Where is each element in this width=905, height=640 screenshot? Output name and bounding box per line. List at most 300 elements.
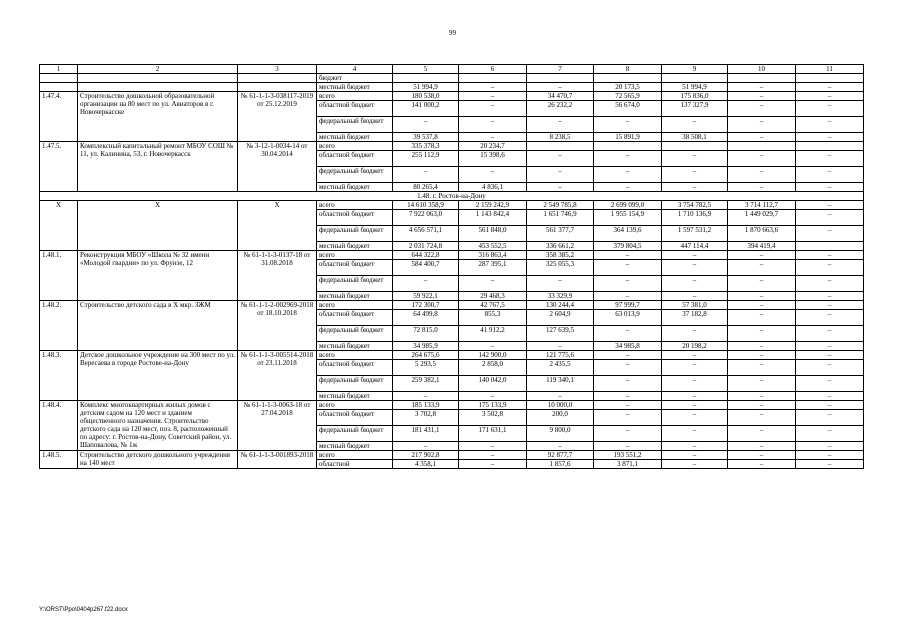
value-cell: 26 232,2 (527, 101, 594, 117)
value-cell: 180 538,0 (393, 92, 459, 101)
value-cell: – (459, 342, 527, 351)
value-cell: 2 031 724,8 (393, 242, 459, 251)
value-cell: – (662, 360, 728, 376)
value-cell: 15 398,6 (459, 151, 527, 167)
value-cell: – (796, 351, 864, 360)
value-cell: – (662, 260, 728, 276)
value-cell: 1 651 746,9 (527, 210, 594, 226)
budget-type-cell: федеральный бюджет (317, 117, 393, 133)
value-cell: – (728, 101, 796, 117)
value-cell: – (662, 401, 728, 410)
item-description: Детское дошкольное учреждение на 300 мест по ул. Вересаева в городе Ростове-на-Дону (78, 351, 238, 401)
value-cell: – (796, 201, 864, 210)
value-cell: – (796, 183, 864, 192)
document-reference: № 61-1-1-3-005514-2018 от 23.11.2018 (238, 351, 317, 401)
value-cell: – (796, 92, 864, 101)
table-row (40, 451, 864, 460)
value-cell (527, 74, 594, 83)
value-cell (594, 142, 662, 151)
item-description: X (78, 201, 238, 251)
value-cell (459, 74, 527, 83)
budget-type-cell: местный бюджет (317, 392, 393, 401)
value-cell: 3 871,1 (594, 460, 662, 469)
item-number: 1.48.4. (40, 401, 78, 451)
value-cell: 130 244,4 (527, 301, 594, 310)
value-cell: – (393, 167, 459, 183)
value-cell: 15 891,9 (594, 133, 662, 142)
value-cell: 325 055,3 (527, 260, 594, 276)
value-cell: 1 857,6 (527, 460, 594, 469)
column-header: 3 (238, 65, 317, 74)
value-cell: 34 985,8 (594, 342, 662, 351)
value-cell: 37 182,8 (662, 310, 728, 326)
value-cell: – (728, 410, 796, 426)
value-cell: 1 597 531,2 (662, 226, 728, 242)
table-row (40, 301, 864, 310)
section-row (40, 192, 864, 201)
value-cell: 171 631,1 (459, 426, 527, 442)
value-cell: – (459, 101, 527, 117)
document-reference: № 61-1-1-3-001893-2018 (238, 451, 317, 469)
budget-type-cell: федеральный бюджет (317, 376, 393, 392)
value-cell: – (796, 310, 864, 326)
value-cell: 447 114,4 (662, 242, 728, 251)
value-cell: 561 377,7 (527, 226, 594, 242)
value-cell: – (594, 351, 662, 360)
value-cell: – (796, 376, 864, 392)
value-cell: – (796, 292, 864, 301)
document-reference: № 61-1-1-2-002969-2018 от 18.10.2018 (238, 301, 317, 351)
value-cell: – (796, 276, 864, 292)
value-cell: 1 143 842,4 (459, 210, 527, 226)
value-cell: 2 699 099,0 (594, 201, 662, 210)
value-cell: – (594, 410, 662, 426)
value-cell: 34 470,7 (527, 92, 594, 101)
value-cell: – (796, 442, 864, 451)
value-cell: 1 870 663,6 (728, 226, 796, 242)
budget-type-cell: местный бюджет (317, 342, 393, 351)
item-description: Строительство детского сада в X мкр. ЗЖМ (78, 301, 238, 351)
value-cell: – (728, 83, 796, 92)
value-cell: – (594, 117, 662, 133)
value-cell: 2 159 242,9 (459, 201, 527, 210)
value-cell: – (796, 460, 864, 469)
value-cell: – (393, 117, 459, 133)
value-cell: 142 900,0 (459, 351, 527, 360)
value-cell: 259 382,1 (393, 376, 459, 392)
value-cell: 264 675,6 (393, 351, 459, 360)
value-cell: 200,0 (527, 410, 594, 426)
budget-type-cell: всего (317, 201, 393, 210)
budget-type-cell: федеральный бюджет (317, 426, 393, 442)
value-cell: – (728, 460, 796, 469)
value-cell (728, 142, 796, 151)
value-cell: – (594, 276, 662, 292)
value-cell: – (662, 410, 728, 426)
value-cell (796, 74, 864, 83)
value-cell: 9 800,0 (527, 426, 594, 442)
value-cell: – (728, 401, 796, 410)
value-cell: – (662, 460, 728, 469)
value-cell: – (662, 392, 728, 401)
value-cell: – (459, 117, 527, 133)
document-reference: № 61-1-1-3-0063-18 от 27.04.2018 (238, 401, 317, 451)
value-cell: – (662, 292, 728, 301)
value-cell: – (662, 117, 728, 133)
value-cell: – (662, 426, 728, 442)
item-number: 1.47.4. (40, 92, 78, 142)
budget-type-cell: бюджет (317, 74, 393, 83)
value-cell: 644 322,8 (393, 251, 459, 260)
item-description: Реконструкция МБОУ «Школа № 32 имени «Молодой гвардии» по ул. Фрунзе, 12 (78, 251, 238, 301)
value-cell: – (393, 392, 459, 401)
value-cell: 3 754 782,5 (662, 201, 728, 210)
value-cell: 335 378,3 (393, 142, 459, 151)
value-cell: – (393, 276, 459, 292)
value-cell: – (527, 392, 594, 401)
value-cell: 119 340,1 (527, 376, 594, 392)
value-cell: – (728, 426, 796, 442)
value-cell: 316 863,4 (459, 251, 527, 260)
value-cell: – (728, 251, 796, 260)
value-cell: 855,3 (459, 310, 527, 326)
table-row (40, 401, 864, 410)
value-cell: 1 710 136,9 (662, 210, 728, 226)
budget-type-cell: областной (317, 460, 393, 469)
value-cell: 379 804,5 (594, 242, 662, 251)
value-cell: – (796, 151, 864, 167)
item-description: Комплекс многоквартирных жилых домов с детским садом на 120 мест и зданием общественного назначения. Строительство детского сада на 120 мест, поз. 8, расположенный по адресу: г. Ростов-на-Дону, Советский район, ул. Шаповалова, № 1ж (78, 401, 238, 451)
value-cell: – (662, 351, 728, 360)
value-cell: 140 042,0 (459, 376, 527, 392)
budget-type-cell: всего (317, 92, 393, 101)
value-cell: – (728, 310, 796, 326)
column-header: 8 (594, 65, 662, 74)
value-cell: – (662, 251, 728, 260)
value-cell: 14 610 358,9 (393, 201, 459, 210)
budget-type-cell: федеральный бюджет (317, 276, 393, 292)
column-header: 7 (527, 65, 594, 74)
header-row (40, 65, 864, 74)
value-cell: 29 468,3 (459, 292, 527, 301)
budget-type-cell: федеральный бюджет (317, 326, 393, 342)
section-title: 1.48. г. Ростов-на-Дону (40, 192, 864, 201)
table-row (40, 251, 864, 260)
budget-type-cell: областной бюджет (317, 360, 393, 376)
value-cell: 336 661,2 (527, 242, 594, 251)
table-row (40, 92, 864, 101)
value-cell: – (796, 210, 864, 226)
value-cell: – (459, 83, 527, 92)
value-cell (527, 142, 594, 151)
value-cell: 2 549 785,8 (527, 201, 594, 210)
value-cell: 59 922,1 (393, 292, 459, 301)
value-cell: – (393, 442, 459, 451)
value-cell: – (594, 360, 662, 376)
value-cell: 2 858,0 (459, 360, 527, 376)
value-cell: – (527, 442, 594, 451)
value-cell: – (796, 226, 864, 242)
value-cell: – (662, 167, 728, 183)
value-cell: – (796, 426, 864, 442)
column-header: 4 (317, 65, 393, 74)
item-description: Строительство дошкольной образовательной организации на 80 мест по ул. Авиаторов в г. Новочеркасске (78, 92, 238, 142)
value-cell: – (594, 376, 662, 392)
value-cell: – (728, 133, 796, 142)
value-cell: – (527, 117, 594, 133)
value-cell: 217 902,8 (393, 451, 459, 460)
value-cell: 3 502,8 (459, 410, 527, 426)
value-cell: – (662, 442, 728, 451)
value-cell: 121 775,6 (527, 351, 594, 360)
value-cell: 394 419,4 (728, 242, 796, 251)
value-cell: 561 848,0 (459, 226, 527, 242)
budget-type-cell: областной бюджет (317, 310, 393, 326)
value-cell: – (662, 276, 728, 292)
budget-type-cell: областной бюджет (317, 101, 393, 117)
value-cell: 3 702,8 (393, 410, 459, 426)
budget-type-cell: областной бюджет (317, 410, 393, 426)
value-cell: – (594, 392, 662, 401)
value-cell: – (796, 83, 864, 92)
value-cell: – (728, 117, 796, 133)
value-cell: 39 537,8 (393, 133, 459, 142)
document-reference: X (238, 201, 317, 251)
table-row (40, 83, 864, 92)
value-cell: – (662, 326, 728, 342)
table-row (40, 351, 864, 360)
value-cell (393, 74, 459, 83)
table-cell (238, 74, 317, 83)
value-cell: – (527, 167, 594, 183)
value-cell: – (594, 442, 662, 451)
value-cell: 38 508,1 (662, 133, 728, 142)
value-cell: 3 714 112,7 (728, 201, 796, 210)
value-cell: – (459, 276, 527, 292)
value-cell: – (527, 342, 594, 351)
value-cell: 72 565,9 (594, 92, 662, 101)
value-cell: – (796, 392, 864, 401)
value-cell: 20 198,2 (662, 342, 728, 351)
budget-type-cell: местный бюджет (317, 183, 393, 192)
value-cell: – (796, 133, 864, 142)
value-cell: 80 265,4 (393, 183, 459, 192)
value-cell: 185 133,9 (393, 401, 459, 410)
budget-type-cell: местный бюджет (317, 442, 393, 451)
budget-type-cell: всего (317, 351, 393, 360)
value-cell: 4 656 571,1 (393, 226, 459, 242)
value-cell: – (459, 442, 527, 451)
value-cell: – (527, 151, 594, 167)
value-cell: – (728, 92, 796, 101)
budget-table (39, 64, 864, 469)
value-cell: – (796, 326, 864, 342)
value-cell: – (527, 183, 594, 192)
table-row (40, 201, 864, 210)
item-description: Строительство детского дошкольного учреждения на 140 мест (78, 451, 238, 469)
value-cell: – (728, 451, 796, 460)
table-row (40, 142, 864, 151)
file-path-footer: Y:\ORST\Ppo\0404p267.f22.docx (39, 607, 128, 613)
table-cell (78, 83, 238, 92)
budget-type-cell: всего (317, 251, 393, 260)
value-cell: 172 300,7 (393, 301, 459, 310)
value-cell: – (796, 360, 864, 376)
value-cell: 141 000,2 (393, 101, 459, 117)
value-cell: 5 293,5 (393, 360, 459, 376)
value-cell: 56 674,0 (594, 101, 662, 117)
value-cell: – (662, 376, 728, 392)
value-cell: – (459, 92, 527, 101)
value-cell: – (662, 183, 728, 192)
value-cell: 42 767,5 (459, 301, 527, 310)
item-description: Комплексный капитальный ремонт МБОУ СОШ № 11, ул. Калинина, 53, г. Новочеркасск (78, 142, 238, 192)
value-cell: 51 994,9 (393, 83, 459, 92)
value-cell: – (594, 260, 662, 276)
value-cell: – (662, 151, 728, 167)
value-cell: – (796, 410, 864, 426)
value-cell: – (796, 301, 864, 310)
value-cell (662, 74, 728, 83)
document-reference: № 61-1-1-3-0137-18 от 31.08.2018 (238, 251, 317, 301)
value-cell (594, 74, 662, 83)
value-cell: 10 000,0 (527, 401, 594, 410)
value-cell: 255 112,9 (393, 151, 459, 167)
budget-type-cell: местный бюджет (317, 242, 393, 251)
value-cell (796, 242, 864, 251)
budget-type-cell: местный бюджет (317, 133, 393, 142)
item-number: 1.48.2. (40, 301, 78, 351)
column-header: 5 (393, 65, 459, 74)
value-cell: – (662, 451, 728, 460)
value-cell: – (728, 442, 796, 451)
budget-type-cell: областной бюджет (317, 151, 393, 167)
value-cell: 193 551,2 (594, 451, 662, 460)
value-cell: 1 449 029,7 (728, 210, 796, 226)
value-cell: – (796, 401, 864, 410)
budget-type-cell: федеральный бюджет (317, 226, 393, 242)
value-cell: 175 836,0 (662, 92, 728, 101)
value-cell: 57 381,0 (662, 301, 728, 310)
value-cell: 1 955 154,9 (594, 210, 662, 226)
document-reference: № 3-12-1-0034-14 от 30.04.2014 (238, 142, 317, 192)
value-cell: – (459, 460, 527, 469)
value-cell: – (594, 183, 662, 192)
value-cell: – (594, 167, 662, 183)
budget-type-cell: местный бюджет (317, 83, 393, 92)
value-cell: – (796, 451, 864, 460)
value-cell: 64 499,8 (393, 310, 459, 326)
item-number: 1.48.5. (40, 451, 78, 469)
value-cell: – (594, 251, 662, 260)
value-cell: 20 234,7 (459, 142, 527, 151)
value-cell: – (594, 151, 662, 167)
value-cell: – (728, 326, 796, 342)
column-header: 11 (796, 65, 864, 74)
value-cell: 2 604,9 (527, 310, 594, 326)
column-header: 1 (40, 65, 78, 74)
value-cell: 72 815,0 (393, 326, 459, 342)
page-number: 99 (449, 29, 456, 37)
value-cell: 137 327,9 (662, 101, 728, 117)
column-header: 10 (728, 65, 796, 74)
value-cell: – (728, 183, 796, 192)
value-cell: – (459, 133, 527, 142)
item-number: 1.47.5. (40, 142, 78, 192)
value-cell: 358 385,2 (527, 251, 594, 260)
value-cell (662, 142, 728, 151)
value-cell: – (594, 401, 662, 410)
value-cell: – (796, 167, 864, 183)
value-cell: – (728, 292, 796, 301)
value-cell: – (594, 326, 662, 342)
value-cell: 4 836,1 (459, 183, 527, 192)
value-cell: 33 329,9 (527, 292, 594, 301)
budget-type-cell: всего (317, 401, 393, 410)
item-number: 1.48.3. (40, 351, 78, 401)
value-cell: – (594, 292, 662, 301)
value-cell: 453 552,5 (459, 242, 527, 251)
value-cell: – (728, 360, 796, 376)
value-cell: – (594, 426, 662, 442)
value-cell: 127 639,5 (527, 326, 594, 342)
value-cell: – (728, 167, 796, 183)
value-cell: – (459, 167, 527, 183)
value-cell: – (796, 117, 864, 133)
table-cell (238, 83, 317, 92)
value-cell: – (527, 276, 594, 292)
value-cell: 51 994,9 (662, 83, 728, 92)
item-number: 1.48.1. (40, 251, 78, 301)
budget-type-cell: всего (317, 301, 393, 310)
value-cell: – (728, 151, 796, 167)
value-cell: – (728, 276, 796, 292)
document-reference: № 61-1-1-3-038117-2019 от 25.12.2019 (238, 92, 317, 142)
table-row (40, 74, 864, 83)
value-cell (728, 74, 796, 83)
value-cell: – (728, 301, 796, 310)
value-cell: – (796, 251, 864, 260)
budget-type-cell: областной бюджет (317, 210, 393, 226)
table-cell (40, 74, 78, 83)
value-cell: 584 400,7 (393, 260, 459, 276)
budget-type-cell: федеральный бюджет (317, 167, 393, 183)
value-cell: – (796, 101, 864, 117)
column-header: 6 (459, 65, 527, 74)
value-cell: 63 013,9 (594, 310, 662, 326)
value-cell: – (728, 260, 796, 276)
value-cell (796, 142, 864, 151)
value-cell: – (527, 83, 594, 92)
budget-type-cell: всего (317, 451, 393, 460)
value-cell: 41 912,2 (459, 326, 527, 342)
column-header: 9 (662, 65, 728, 74)
budget-type-cell: областной бюджет (317, 260, 393, 276)
value-cell: 20 173,5 (594, 83, 662, 92)
value-cell: 181 431,1 (393, 426, 459, 442)
value-cell: – (728, 392, 796, 401)
value-cell: – (728, 342, 796, 351)
value-cell: 2 435,5 (527, 360, 594, 376)
table-cell (78, 74, 238, 83)
value-cell: 34 985,9 (393, 342, 459, 351)
value-cell: – (728, 376, 796, 392)
value-cell: – (459, 451, 527, 460)
value-cell: 8 238,5 (527, 133, 594, 142)
value-cell: 97 999,7 (594, 301, 662, 310)
value-cell: – (728, 351, 796, 360)
value-cell: – (459, 392, 527, 401)
